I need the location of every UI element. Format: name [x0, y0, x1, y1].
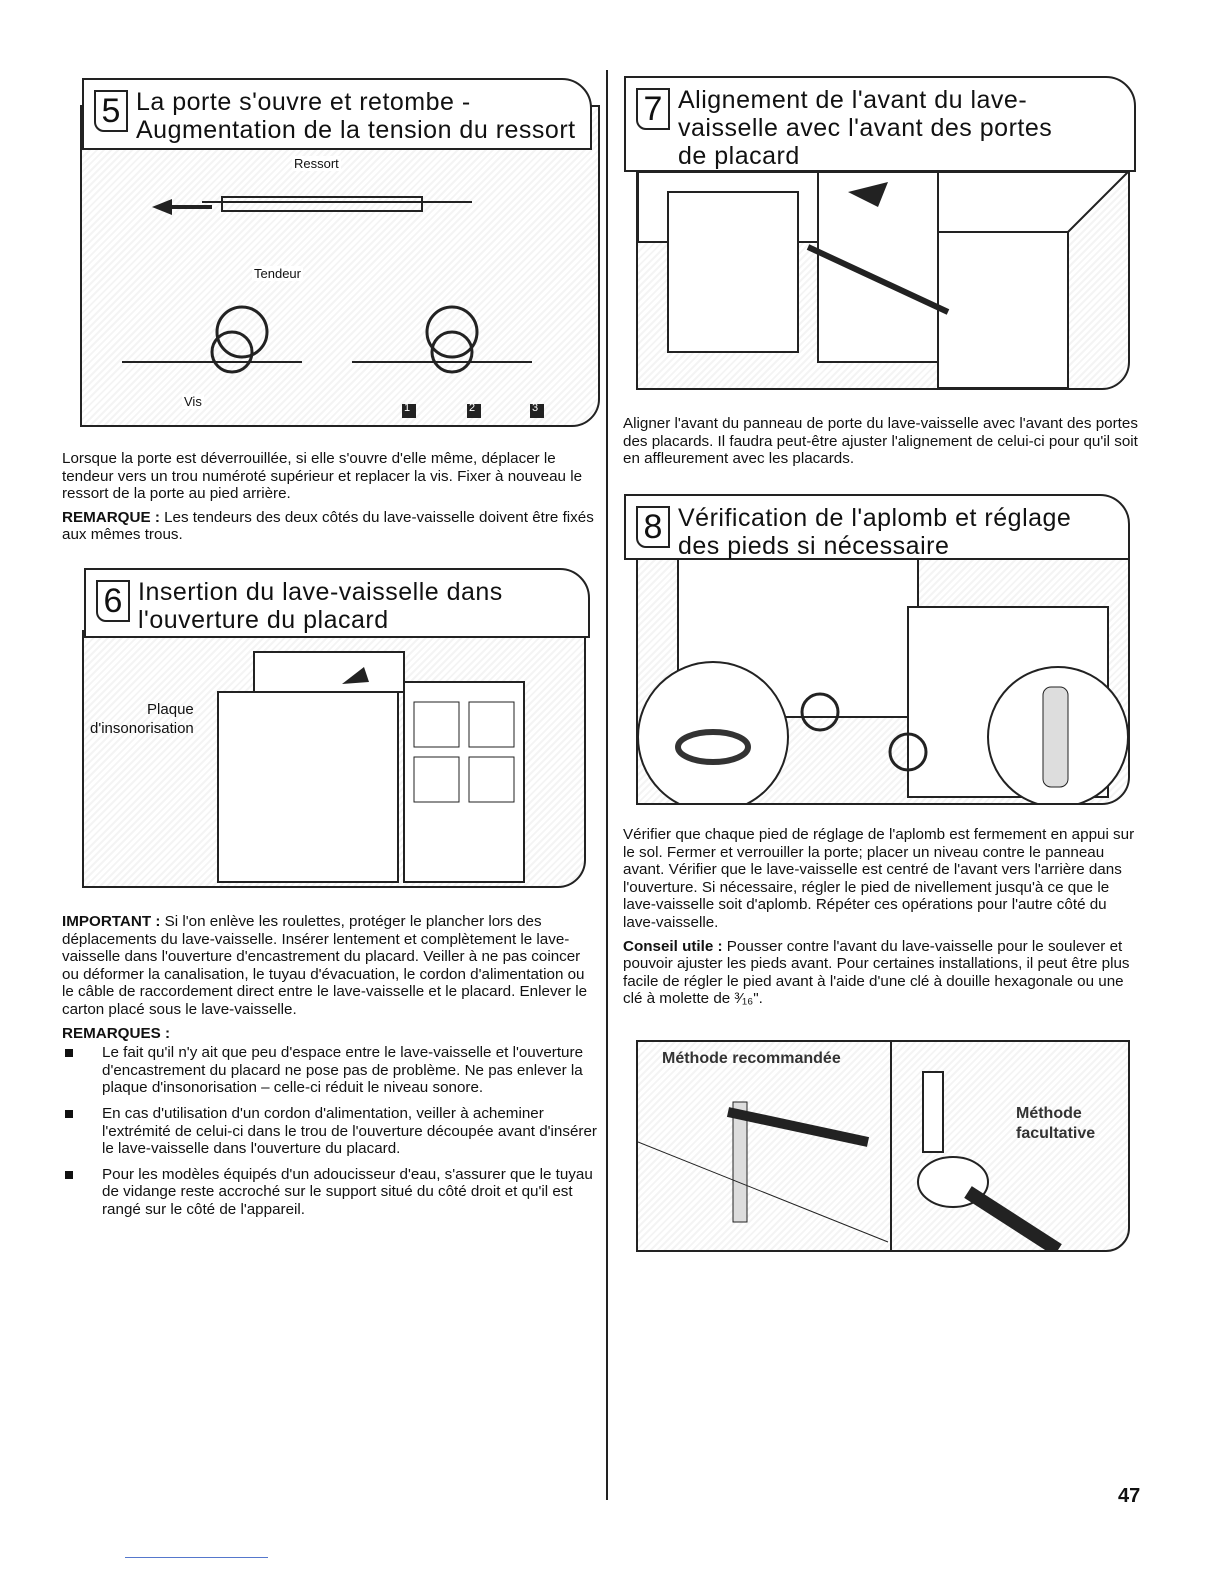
title-line: vaisselle avec l'avant des portes: [678, 114, 1053, 142]
step5-illustration: [80, 105, 600, 427]
step5-header: [82, 78, 592, 150]
hole-2-label: 2: [469, 402, 476, 414]
leveling-methods-illustration: [636, 1040, 1130, 1252]
spring-tensioner-diagram: [82, 107, 598, 425]
step-title: [136, 88, 576, 144]
step8-text: [623, 826, 1143, 1014]
tip-text: Pousser contre l'avant du lave-vaisselle pour le soulever et pouvoir ajuster les pieds avant. Pour certaines installations, il peut être plus facile de régler le pied avant à l'aide d'une clé à douille hexagonale ou une clé à molette de ³⁄₁₆".: [623, 937, 1130, 1008]
page-number: 47: [1118, 1485, 1141, 1507]
step6-illustration: [82, 630, 586, 888]
title-line: Alignement de l'avant du lave-: [678, 86, 1028, 114]
title-line: Insertion du lave-vaisselle dans: [138, 578, 503, 606]
important-text: Si l'on enlève les roulettes, protéger le plancher lors des déplacements du lave-vaisselle. Insérer lentement et complètement le lave-vaisselle dans l'ouverture d'encastrement du placard. Veiller à ne pas coincer ou déformer la canalisation, le tuyau d'évacuation, le cordon d'alimentation ou le câble de raccordement direct entre le lave-vaisselle et le placard. Enlever le carton placé sous le lave-vaisselle.: [62, 913, 588, 1018]
step8-header: [624, 494, 1130, 560]
step5-paragraph: Lorsque la porte est déverrouillée, si elle s'ouvre d'elle même, déplacer le tendeur vers un trou numéroté supérieur et replacer la vis. Fixer à nouveau le ressort de la porte au pied arrière.: [62, 450, 583, 503]
step-title: [678, 86, 1052, 170]
title-line: de placard: [678, 142, 800, 170]
method-recommended-label: Méthode recommandée: [662, 1050, 841, 1067]
step7-header: [624, 76, 1136, 172]
plate-label-line: Plaque: [147, 701, 194, 718]
list-item: Pour les modèles équipés d'un adoucisseur d'eau, s'assurer que le tuyau de vidange reste accroché sur le support situé du côté droit et qu'il est rangé sur le côté de l'appareil.: [62, 1166, 598, 1219]
spring-label: Ressort: [294, 156, 339, 171]
title-line: Augmentation de la tension du ressort: [136, 116, 576, 144]
plate-label-line: d'insonorisation: [90, 720, 194, 737]
step8-paragraph: Vérifier que chaque pied de réglage de l'aplomb est fermement en appui sur le sol. Fermer et verrouiller la porte; placer un niveau contre le panneau avant. Vérifier que le lave-vaisselle est centré de l'avant vers l'arrière dans l'ouverture. Si nécessaire, régler le pied de nivellement jusqu'à ce que le lave-vaisselle soit d'aplomb. Répéter ces opérations pour l'autre côté du lave-vaisselle.: [623, 826, 1135, 931]
list-item: En cas d'utilisation d'un cordon d'alimentation, veiller à acheminer l'extrémité de celui-ci dans le trou de l'ouverture découpée avant d'insérer le lave-vaisselle dans l'ouverture du placard.: [62, 1105, 598, 1158]
footer-rule: [125, 1557, 268, 1558]
column-divider: [606, 70, 608, 1500]
tensioner-label: Tendeur: [254, 266, 301, 281]
label-line: Méthode: [1016, 1105, 1082, 1122]
remarks-label: REMARQUES :: [62, 1024, 171, 1042]
step-number: 5: [94, 90, 128, 132]
plate-label: [88, 700, 196, 738]
leveling-diagram: [638, 547, 1128, 803]
method-optional-label: [1016, 1104, 1095, 1144]
note-text: Les tendeurs des deux côtés du lave-vaisselle doivent être fixés aux mêmes trous.: [62, 508, 594, 544]
step6-text: [62, 913, 598, 1227]
title-line: l'ouverture du placard: [138, 606, 389, 634]
title-line: Vérification de l'aplomb et réglage: [678, 504, 1072, 532]
step6-header: [84, 568, 590, 638]
title-line: des pieds si nécessaire: [678, 532, 950, 560]
step8-illustration: [636, 545, 1130, 805]
list-item: Le fait qu'il n'y ait que peu d'espace entre le lave-vaisselle et l'ouverture d'encastrement du placard ne pose pas de problème. Ne pas enlever la plaque d'insonorisation – celle-ci réduit le niveau sonore.: [62, 1044, 598, 1097]
step5-text: [62, 450, 598, 550]
hole-3-label: 3: [532, 402, 539, 414]
step-number: 6: [96, 580, 130, 622]
important-label: IMPORTANT :: [62, 913, 161, 930]
screw-label: Vis: [184, 394, 202, 409]
step-number: 8: [636, 506, 670, 548]
step7-illustration: [636, 150, 1130, 390]
tip-label: Conseil utile :: [623, 937, 723, 955]
step5-note: [62, 509, 598, 544]
important-note: [62, 913, 598, 1019]
note-label: REMARQUE :: [62, 508, 160, 526]
label-line: facultative: [1016, 1125, 1096, 1142]
step7-text: [623, 415, 1143, 474]
tip: [623, 938, 1143, 1008]
wrench-diagram: [638, 1042, 1128, 1250]
alignment-diagram: [638, 152, 1128, 388]
dishwasher-insertion-diagram: [84, 632, 584, 886]
remarks-list: [62, 1044, 598, 1218]
title-line: La porte s'ouvre et retombe -: [136, 88, 471, 116]
step7-paragraph: Aligner l'avant du panneau de porte du lave-vaisselle avec l'avant des portes des placards. Il faudra peut-être ajuster l'alignement de celui-ci pour qu'il soit en affleurement avec les placards.: [623, 415, 1138, 468]
step-title: [138, 578, 503, 634]
hole-1-label: 1: [404, 402, 411, 414]
step-title: [678, 504, 1071, 560]
step-number: 7: [636, 88, 670, 130]
